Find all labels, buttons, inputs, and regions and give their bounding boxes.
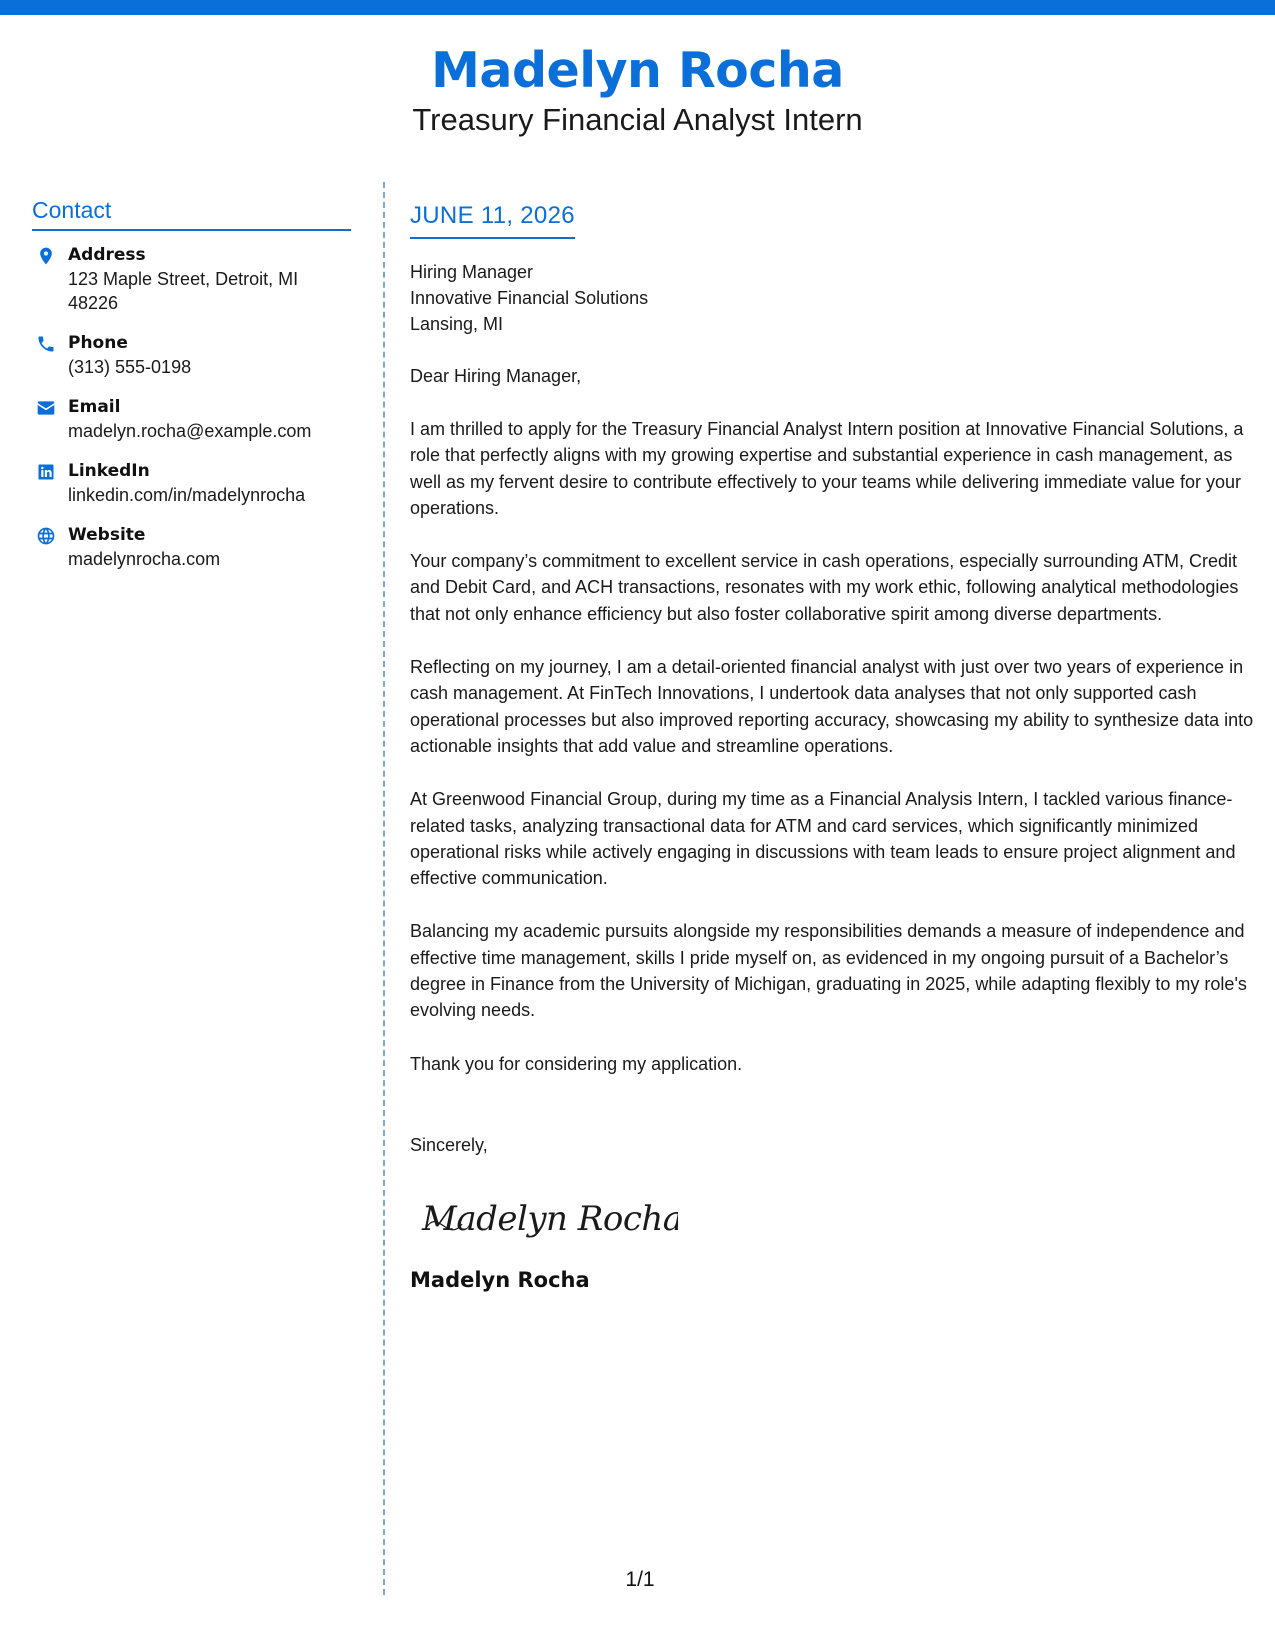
contact-label: LinkedIn — [68, 461, 150, 481]
signer-name: Madelyn Rocha — [410, 1267, 590, 1292]
applicant-name: Madelyn Rocha — [431, 42, 844, 99]
website-value[interactable]: madelynrocha.com — [68, 549, 221, 569]
letter-header — [0, 40, 1275, 140]
column-divider — [383, 182, 385, 1595]
linkedin-value[interactable]: linkedin.com/in/madelynrocha — [68, 485, 306, 505]
contact-sidebar — [32, 195, 351, 587]
contact-label: Website — [68, 525, 146, 545]
phone-value[interactable]: (313) 555-0198 — [68, 357, 192, 377]
contact-item-phone — [32, 331, 351, 379]
letter-body — [410, 200, 1255, 1294]
contact-heading: Contact — [32, 195, 351, 231]
handwritten-signature — [418, 1188, 678, 1248]
body-paragraph: Your company’s commitment to excellent service in cash operations, especially surrounding ATM, Credit and Debit Card, and ACH transactions, resonates with my work ethic, following analytical methodologies that not only enhance efficiency but also foster collaborative spirit among diverse departments. — [410, 551, 1239, 624]
top-accent-bar — [0, 0, 1275, 15]
job-title: Treasury Financial Analyst Intern — [412, 102, 863, 137]
body-paragraph: Reflecting on my journey, I am a detail-oriented financial analyst with just over two years of experience in cash management. At FinTech Innovations, I undertook data analyses that not only supported cash operational processes but also improved reporting accuracy, showcasing my ability to synthesize data into actionable insights that add value and streamline operations. — [410, 657, 1254, 756]
contact-item-website — [32, 523, 351, 571]
closing: Sincerely, — [410, 1134, 488, 1155]
contact-label: Address — [68, 245, 146, 265]
recipient-line: Innovative Financial Solutions — [410, 288, 649, 308]
recipient-line: Hiring Manager — [410, 262, 534, 282]
recipient-block — [410, 259, 1255, 337]
email-value[interactable]: madelyn.rocha@example.com — [68, 421, 312, 441]
contact-item-address — [32, 243, 351, 315]
letter-date: JUNE 11, 2026 — [410, 200, 575, 239]
body-paragraph: Balancing my academic pursuits alongside my responsibilities demands a measure of independence and effective time management, skills I pride myself on, as evidenced in my ongoing pursuit of a Bachelor’s degree in Finance from the University of Michigan, graduating in 2025, while adapting flexibly to my role's evolving needs. — [410, 921, 1247, 1021]
phone-icon — [34, 332, 58, 356]
page-number: 1/1 — [625, 1568, 655, 1591]
body-paragraph: I am thrilled to apply for the Treasury Financial Analyst Intern position at Innovative Financial Solutions, a role that perfectly aligns with my growing expertise and substantial experience in cash management, as well as my fervent desire to contribute effectively to your teams while delivering immediate value for your operations. — [410, 419, 1244, 518]
svg-text:Madelyn Rocha: Madelyn Rocha — [422, 1198, 678, 1239]
body-paragraph: At Greenwood Financial Group, during my time as a Financial Analysis Intern, I tackled various finance-related tasks, analyzing transactional data for ATM and card services, which significantly minimized operational risks while actively engaging in discussions with team leads to ensure project alignment and effective communication. — [410, 789, 1236, 889]
salutation: Dear Hiring Manager, — [410, 366, 582, 386]
contact-label: Phone — [68, 333, 128, 353]
contact-label: Email — [68, 397, 121, 417]
address-value: 123 Maple Street, Detroit, MI 48226 — [68, 269, 299, 313]
envelope-icon — [34, 396, 58, 420]
contact-item-linkedin — [32, 459, 351, 507]
linkedin-icon — [34, 460, 58, 484]
thank-you-paragraph: Thank you for considering my application. — [410, 1053, 743, 1074]
contact-item-email — [32, 395, 351, 443]
globe-icon — [34, 524, 58, 548]
location-pin-icon — [34, 244, 58, 268]
contact-list — [32, 243, 351, 571]
recipient-line: Lansing, MI — [410, 314, 504, 334]
